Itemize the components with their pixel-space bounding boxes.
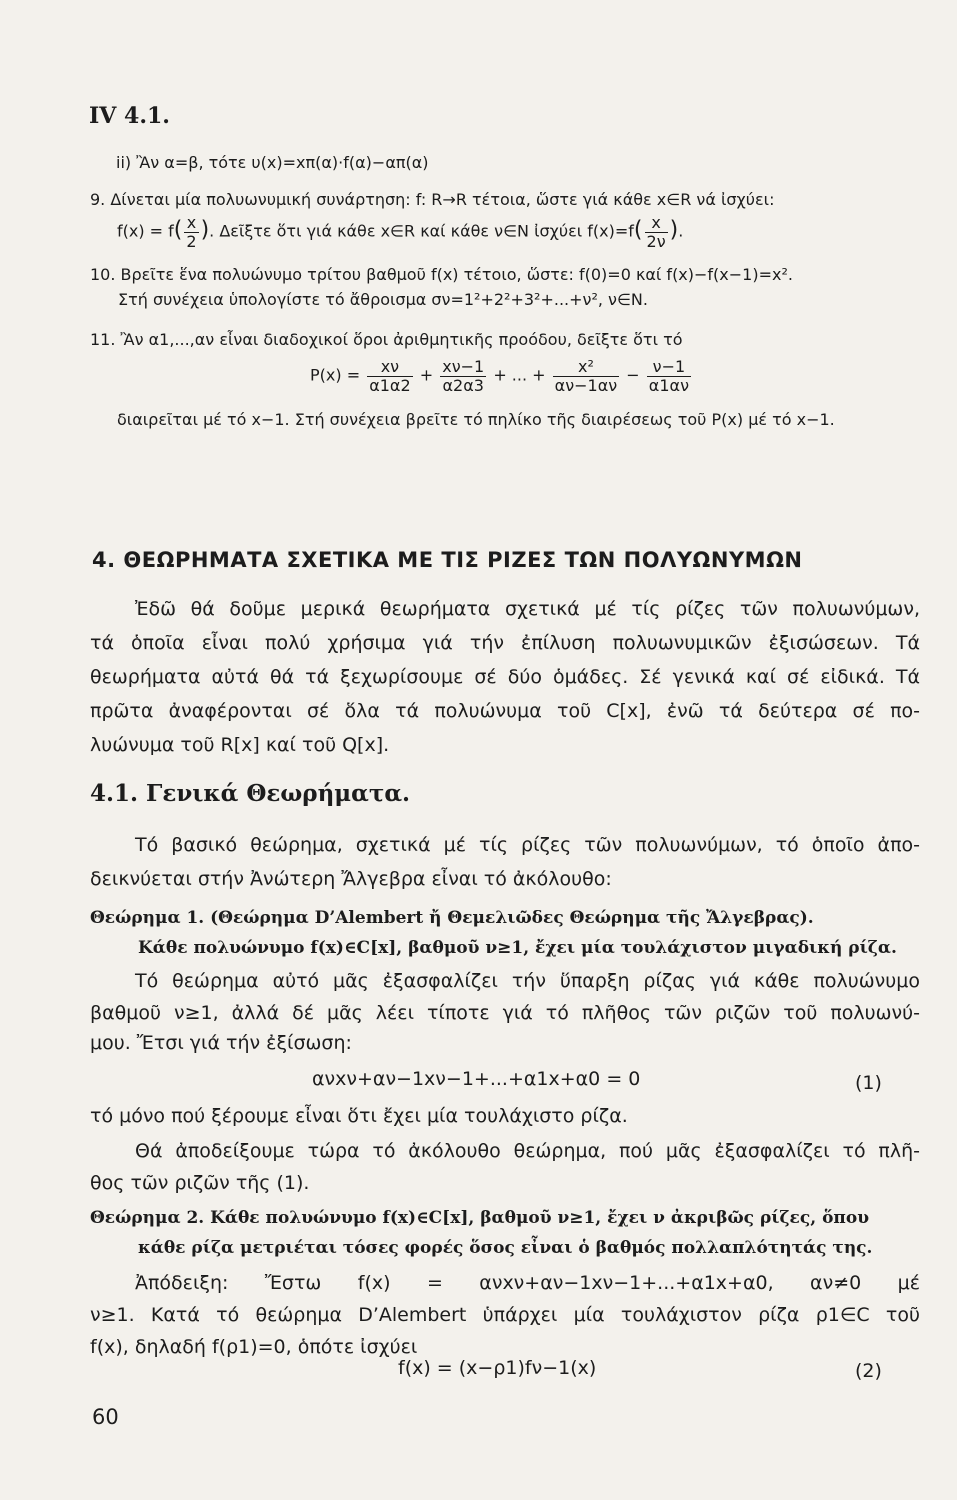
theorem2-heading: Θεώρημα 2. Κάθε πολυώνυμο f(x)∈C[x], βαθμοῦ ν≥1, ἔχει ν ἀκριβῶς ρίζες, ὅπου [90, 1208, 869, 1228]
para4-line-2: θος τῶν ριζῶν τῆς (1). [90, 1172, 310, 1194]
exercise-9-line1: 9. Δίνεται μία πολυωνυμική συνάρτηση: f: R→R τέτοια, ὥστε γιά κάθε x∈R νά ἰσχύει: [90, 190, 775, 209]
intro-line-5: λυώνυμα τοῦ R[x] καί τοῦ Q[x]. [90, 734, 390, 756]
exercise-9-line2: f(x) = f( $\frac{x}{2}$ ). Δεῖξτε ὅτι γιά κάθε x∈R καί κάθε ν∈N ἰσχύει f(x)=f( $\frac{x}{2\nu}$ ). [117, 213, 684, 251]
para2-line-2: βαθμοῦ ν≥1, ἀλλά δέ μᾶς λέει τίποτε γιά τό πλῆθος τῶν ριζῶν τοῦ πολυωνύ- [90, 1002, 920, 1024]
proof-line-1: Ἀπόδειξη: Ἔστω f(x) = ανxν+αν−1xν−1+...+α1x+α0, αν≠0 μέ [135, 1272, 920, 1294]
ex9-claim: . Δεῖξτε ὅτι γιά κάθε x∈R καί κάθε ν∈N ἰσχύει f(x)=f [209, 221, 634, 241]
para1-line-2: δεικνύεται στήν Ἀνώτερη Ἄλγεβρα εἶναι τό ἀκόλουθο: [90, 868, 612, 890]
theorem1-heading: Θεώρημα 1. (Θεώρημα D’Alembert ἤ Θεμελιῶδες Θεώρημα τῆς Ἄλγεβρας). [90, 908, 814, 928]
exercise-10-line1: 10. Βρεῖτε ἕνα πολυώνυμο τρίτου βαθμοῦ f(x) τέτοιο, ὥστε: f(0)=0 καί f(x)−f(x−1)=x². [90, 265, 793, 284]
equation-1-label: (1) [855, 1072, 882, 1094]
ex11-term-2: $\frac{x\nu-1}{\alpha 2\alpha 3}$ [442, 357, 485, 395]
intro-line-1: Ἐδῶ θά δοῦμε μερικά θεωρήματα σχετικά μέ τίς ρίζες τῶν πολυωνύμων, [135, 598, 920, 620]
running-header: IV 4.1. [89, 103, 170, 129]
exercise-ii: ii) Ἂν α=β, τότε υ(x)=xπ(α)·f(α)−απ(α) [116, 153, 429, 172]
intro-line-2: τά ὁποῖα εἶναι πολύ χρήσιμα γιά τήν ἐπίλυση πολυωνυμικῶν ἐξισώσεων. Τά [90, 632, 920, 654]
intro-line-3: θεωρήματα αὐτά θά τά ξεχωρίσουμε σέ δύο ὁμάδες. Σέ γενικά καί σέ εἰδικά. Τά [90, 666, 920, 688]
ex9-fraction-2: $\frac{x}{2\nu}$ [646, 213, 666, 251]
theorem1-statement: Κάθε πολυώνυμο f(x)∈C[x], βαθμοῦ ν≥1, ἔχει μία τουλάχιστον μιγαδική ρίζα. [138, 938, 897, 958]
theorem2-statement: κάθε ρίζα μετριέται τόσες φορές ὅσος εἶναι ὁ βαθμός πολλαπλότητάς της. [138, 1238, 873, 1258]
ex11-term-1: $\frac{x\nu}{\alpha 1\alpha 2}$ [369, 357, 411, 395]
equation-2: f(x) = (x−ρ1)fν−1(x) [398, 1357, 597, 1379]
exercise-11-line3: διαιρεῖται μέ τό x−1. Στή συνέχεια βρεῖτε τό πηλίκο τῆς διαιρέσεως τοῦ P(x) μέ τό x−1. [117, 410, 835, 429]
exercise-11-formula: P(x) = $\frac{x\nu}{\alpha 1\alpha 2}$ + $\frac{x\nu-1}{\alpha 2\alpha 3}$ + ... + $\frac{\text{x²}}{\alpha\nu-1\alpha\nu}$ − $\frac{\nu-1}{\alpha 1\alpha\nu}$ [310, 357, 690, 395]
para4-line-1: Θά ἀποδείξουμε τώρα τό ἀκόλουθο θεώρημα, πού μᾶς ἐξασφαλίζει τό πλῆ- [135, 1140, 920, 1162]
ex11-term-3: $\frac{\text{x²}}{\alpha\nu-1\alpha\nu}$ [554, 357, 618, 395]
ex9-fraction-1: $\frac{x}{2}$ [186, 213, 197, 251]
ex9-lhs: f(x) = f [117, 221, 174, 241]
ex11-term-4: $\frac{\nu-1}{\alpha 1\alpha\nu}$ [648, 357, 690, 395]
exercise-10-line2: Στή συνέχεια ὑπολογίστε τό ἄθροισμα σν=1²+2²+3²+...+ν², ν∈N. [118, 290, 648, 309]
proof-line-3: f(x), δηλαδή f(ρ1)=0, ὁπότε ἰσχύει [90, 1336, 418, 1358]
para2-line-3: μου. Ἔτσι γιά τήν ἐξίσωση: [90, 1032, 352, 1054]
equation-1: ανxν+αν−1xν−1+...+α1x+α0 = 0 [312, 1068, 641, 1090]
proof-line-2: ν≥1. Κατά τό θεώρημα D’Alembert ὑπάρχει μία τουλάχιστον ρίζα ρ1∈C τοῦ [90, 1304, 920, 1326]
section-title: 4. ΘΕΩΡΗΜΑΤΑ ΣΧΕΤΙΚΑ ΜΕ ΤΙΣ ΡΙΖΕΣ ΤΩΝ ΠΟΛΥΩΝΥΜΩΝ [92, 548, 803, 572]
para1-line-1: Τό βασικό θεώρημα, σχετικά μέ τίς ρίζες τῶν πολυωνύμων, τό ὁποῖο ἀπο- [135, 834, 920, 856]
equation-2-label: (2) [855, 1360, 882, 1382]
exercise-11-line1: 11. Ἂν α1,...,αν εἶναι διαδοχικοί ὅροι ἀριθμητικῆς προόδου, δεῖξτε ὅτι τό [90, 330, 683, 349]
para3: τό μόνο πού ξέρουμε εἶναι ὅτι ἔχει μία τουλάχιστο ρίζα. [90, 1105, 628, 1127]
subsection-title: 4.1. Γενικά Θεωρήματα. [90, 780, 411, 807]
page-number: 60 [92, 1405, 119, 1429]
para2-line-1: Τό θεώρημα αὐτό μᾶς ἐξασφαλίζει τήν ὕπαρξη ρίζας γιά κάθε πολυώνυμο [135, 970, 920, 992]
intro-line-4: πρῶτα ἀναφέρονται σέ ὅλα τά πολυώνυμα τοῦ C[x], ἐνῶ τά δεύτερα σέ πο- [90, 700, 920, 722]
